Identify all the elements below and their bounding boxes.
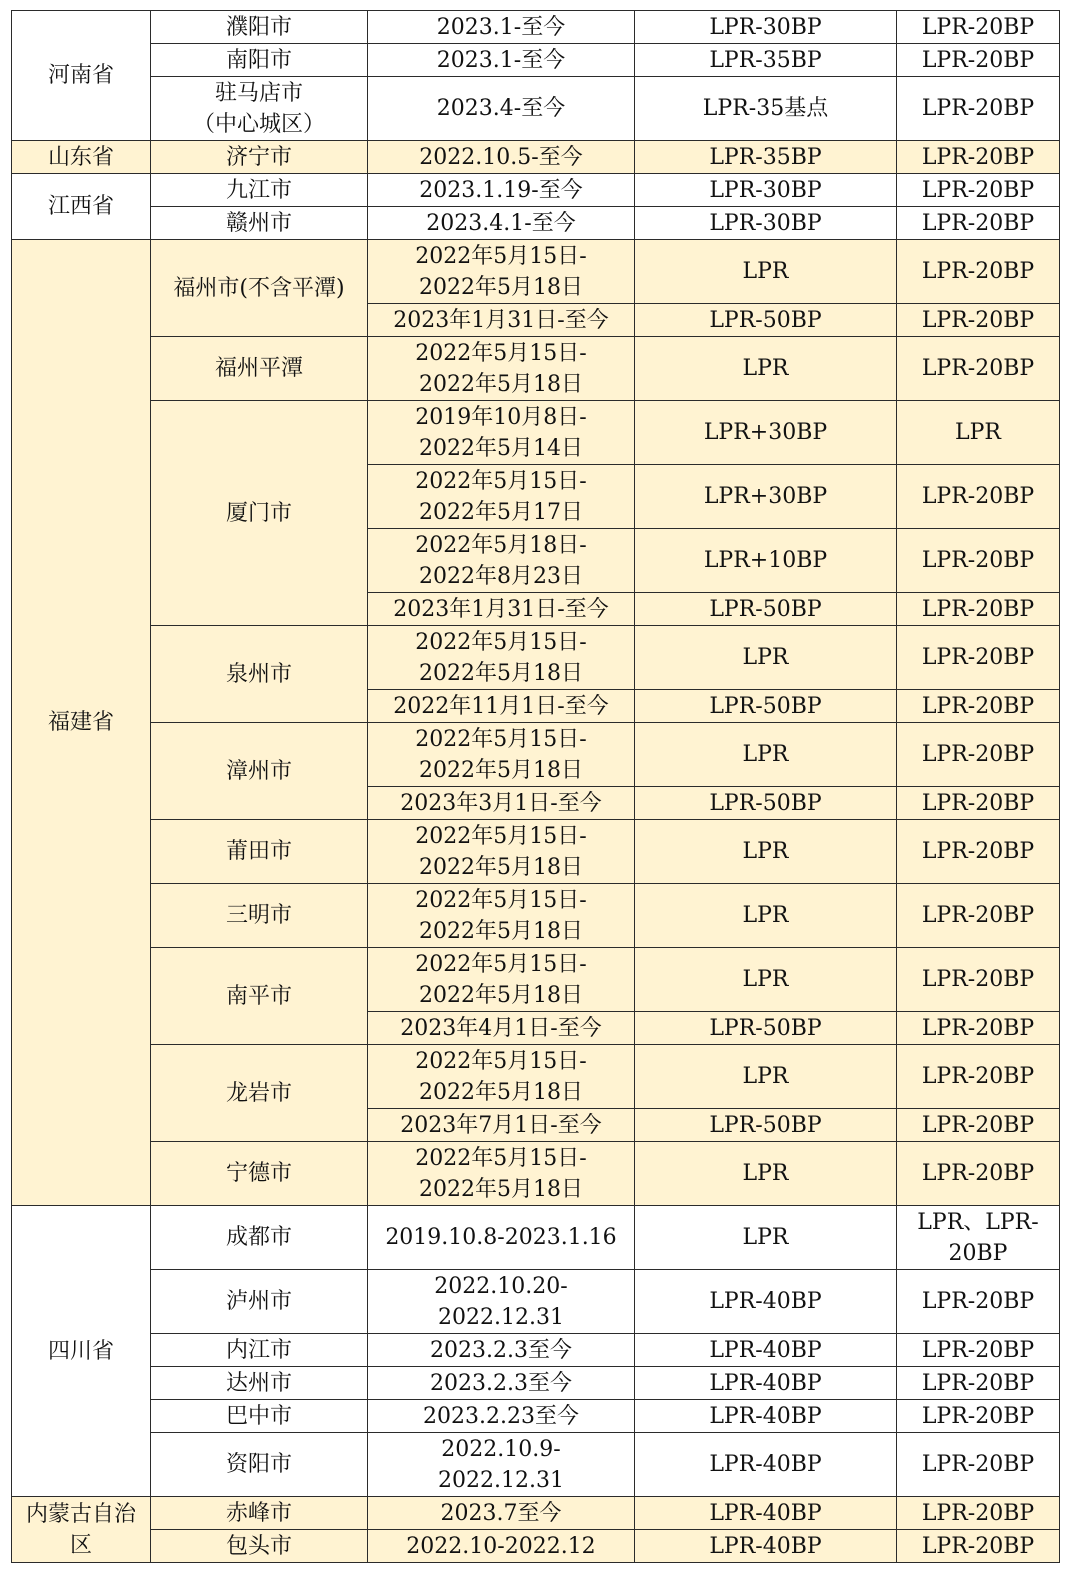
city-cell: 莆田市 bbox=[151, 820, 368, 884]
city-cell: 巴中市 bbox=[151, 1400, 368, 1433]
first-home-rate-cell: LPR bbox=[635, 626, 897, 690]
second-home-rate-cell: LPR-20BP bbox=[897, 1334, 1060, 1367]
period-cell: 2022年5月15日- 2022年5月17日 bbox=[368, 465, 635, 529]
city-cell: 成都市 bbox=[151, 1206, 368, 1270]
second-home-rate-cell: LPR-20BP bbox=[897, 690, 1060, 723]
city-cell: 内江市 bbox=[151, 1334, 368, 1367]
second-home-rate-cell: LPR-20BP bbox=[897, 44, 1060, 77]
table-row bbox=[12, 1433, 1060, 1497]
first-home-rate-cell: LPR-40BP bbox=[635, 1334, 897, 1367]
second-home-rate-cell: LPR-20BP bbox=[897, 1367, 1060, 1400]
first-home-rate-cell: LPR bbox=[635, 1206, 897, 1270]
period-cell: 2023.4-至今 bbox=[368, 77, 635, 141]
period-cell: 2023.4.1-至今 bbox=[368, 207, 635, 240]
period-cell: 2022.10.5-至今 bbox=[368, 141, 635, 174]
rate-table bbox=[11, 10, 1060, 1563]
second-home-rate-cell: LPR-20BP bbox=[897, 1530, 1060, 1563]
period-cell: 2023年1月31日-至今 bbox=[368, 304, 635, 337]
second-home-rate-cell: LPR-20BP bbox=[897, 174, 1060, 207]
city-cell: 包头市 bbox=[151, 1530, 368, 1563]
table-row bbox=[12, 1367, 1060, 1400]
period-cell: 2023年4月1日-至今 bbox=[368, 1012, 635, 1045]
second-home-rate-cell: LPR-20BP bbox=[897, 77, 1060, 141]
second-home-rate-cell: LPR-20BP bbox=[897, 723, 1060, 787]
first-home-rate-cell: LPR-30BP bbox=[635, 207, 897, 240]
period-cell: 2022年5月15日- 2022年5月18日 bbox=[368, 240, 635, 304]
first-home-rate-cell: LPR-40BP bbox=[635, 1497, 897, 1530]
first-home-rate-cell: LPR-40BP bbox=[635, 1530, 897, 1563]
city-cell: 赣州市 bbox=[151, 207, 368, 240]
city-cell: 泸州市 bbox=[151, 1270, 368, 1334]
period-cell: 2023年3月1日-至今 bbox=[368, 787, 635, 820]
city-cell: 泉州市 bbox=[151, 626, 368, 723]
first-home-rate-cell: LPR bbox=[635, 1045, 897, 1109]
first-home-rate-cell: LPR bbox=[635, 948, 897, 1012]
first-home-rate-cell: LPR bbox=[635, 884, 897, 948]
period-cell: 2022年5月15日- 2022年5月18日 bbox=[368, 723, 635, 787]
second-home-rate-cell: LPR-20BP bbox=[897, 1109, 1060, 1142]
period-cell: 2022年5月18日- 2022年8月23日 bbox=[368, 529, 635, 593]
province-cell: 四川省 bbox=[12, 1206, 151, 1497]
first-home-rate-cell: LPR-50BP bbox=[635, 1109, 897, 1142]
period-cell: 2023.1-至今 bbox=[368, 11, 635, 44]
table-row bbox=[12, 11, 1060, 44]
second-home-rate-cell: LPR-20BP bbox=[897, 1400, 1060, 1433]
second-home-rate-cell: LPR-20BP bbox=[897, 1497, 1060, 1530]
second-home-rate-cell: LPR-20BP bbox=[897, 1433, 1060, 1497]
province-cell: 河南省 bbox=[12, 11, 151, 141]
rate-table-body bbox=[12, 11, 1060, 1563]
city-cell: 漳州市 bbox=[151, 723, 368, 820]
first-home-rate-cell: LPR-50BP bbox=[635, 593, 897, 626]
period-cell: 2022.10-2022.12 bbox=[368, 1530, 635, 1563]
table-row bbox=[12, 1142, 1060, 1206]
second-home-rate-cell: LPR-20BP bbox=[897, 1270, 1060, 1334]
second-home-rate-cell: LPR-20BP bbox=[897, 304, 1060, 337]
city-cell: 南阳市 bbox=[151, 44, 368, 77]
first-home-rate-cell: LPR-50BP bbox=[635, 787, 897, 820]
first-home-rate-cell: LPR-30BP bbox=[635, 11, 897, 44]
second-home-rate-cell: LPR-20BP bbox=[897, 1012, 1060, 1045]
table-row bbox=[12, 948, 1060, 1012]
city-cell: 资阳市 bbox=[151, 1433, 368, 1497]
period-cell: 2023年7月1日-至今 bbox=[368, 1109, 635, 1142]
city-cell: 赤峰市 bbox=[151, 1497, 368, 1530]
period-cell: 2023.1-至今 bbox=[368, 44, 635, 77]
province-cell: 江西省 bbox=[12, 174, 151, 240]
second-home-rate-cell: LPR、LPR- 20BP bbox=[897, 1206, 1060, 1270]
first-home-rate-cell: LPR-30BP bbox=[635, 174, 897, 207]
period-cell: 2022年11月1日-至今 bbox=[368, 690, 635, 723]
period-cell: 2022年5月15日- 2022年5月18日 bbox=[368, 626, 635, 690]
first-home-rate-cell: LPR-50BP bbox=[635, 690, 897, 723]
table-row bbox=[12, 1270, 1060, 1334]
table-row bbox=[12, 1206, 1060, 1270]
second-home-rate-cell: LPR-20BP bbox=[897, 529, 1060, 593]
city-cell: 宁德市 bbox=[151, 1142, 368, 1206]
period-cell: 2022.10.9- 2022.12.31 bbox=[368, 1433, 635, 1497]
city-cell: 九江市 bbox=[151, 174, 368, 207]
table-row bbox=[12, 1334, 1060, 1367]
second-home-rate-cell: LPR-20BP bbox=[897, 207, 1060, 240]
province-cell: 山东省 bbox=[12, 141, 151, 174]
period-cell: 2022年5月15日- 2022年5月18日 bbox=[368, 337, 635, 401]
first-home-rate-cell: LPR-50BP bbox=[635, 304, 897, 337]
period-cell: 2022年5月15日- 2022年5月18日 bbox=[368, 1142, 635, 1206]
province-cell: 福建省 bbox=[12, 240, 151, 1206]
second-home-rate-cell: LPR-20BP bbox=[897, 1045, 1060, 1109]
table-row bbox=[12, 723, 1060, 787]
period-cell: 2022年5月15日- 2022年5月18日 bbox=[368, 820, 635, 884]
province-cell: 内蒙古自治 区 bbox=[12, 1497, 151, 1563]
first-home-rate-cell: LPR bbox=[635, 723, 897, 787]
period-cell: 2023.2.23至今 bbox=[368, 1400, 635, 1433]
table-row bbox=[12, 626, 1060, 690]
city-cell: 濮阳市 bbox=[151, 11, 368, 44]
city-cell: 龙岩市 bbox=[151, 1045, 368, 1142]
second-home-rate-cell: LPR-20BP bbox=[897, 1142, 1060, 1206]
period-cell: 2022.10.20- 2022.12.31 bbox=[368, 1270, 635, 1334]
table-row bbox=[12, 820, 1060, 884]
first-home-rate-cell: LPR-35基点 bbox=[635, 77, 897, 141]
table-row bbox=[12, 207, 1060, 240]
city-cell: 厦门市 bbox=[151, 401, 368, 626]
first-home-rate-cell: LPR+30BP bbox=[635, 465, 897, 529]
second-home-rate-cell: LPR-20BP bbox=[897, 465, 1060, 529]
first-home-rate-cell: LPR+10BP bbox=[635, 529, 897, 593]
table-row bbox=[12, 1530, 1060, 1563]
period-cell: 2023.1.19-至今 bbox=[368, 174, 635, 207]
second-home-rate-cell: LPR-20BP bbox=[897, 626, 1060, 690]
city-cell: 三明市 bbox=[151, 884, 368, 948]
period-cell: 2023.2.3至今 bbox=[368, 1367, 635, 1400]
first-home-rate-cell: LPR-40BP bbox=[635, 1367, 897, 1400]
first-home-rate-cell: LPR-40BP bbox=[635, 1270, 897, 1334]
city-cell: 达州市 bbox=[151, 1367, 368, 1400]
second-home-rate-cell: LPR-20BP bbox=[897, 948, 1060, 1012]
period-cell: 2023年1月31日-至今 bbox=[368, 593, 635, 626]
second-home-rate-cell: LPR-20BP bbox=[897, 240, 1060, 304]
table-row bbox=[12, 337, 1060, 401]
first-home-rate-cell: LPR bbox=[635, 820, 897, 884]
first-home-rate-cell: LPR-35BP bbox=[635, 141, 897, 174]
table-row bbox=[12, 240, 1060, 304]
second-home-rate-cell: LPR-20BP bbox=[897, 11, 1060, 44]
city-cell: 济宁市 bbox=[151, 141, 368, 174]
period-cell: 2023.7至今 bbox=[368, 1497, 635, 1530]
period-cell: 2019.10.8-2023.1.16 bbox=[368, 1206, 635, 1270]
table-row bbox=[12, 1497, 1060, 1530]
first-home-rate-cell: LPR+30BP bbox=[635, 401, 897, 465]
period-cell: 2022年5月15日- 2022年5月18日 bbox=[368, 948, 635, 1012]
table-row bbox=[12, 44, 1060, 77]
period-cell: 2023.2.3至今 bbox=[368, 1334, 635, 1367]
first-home-rate-cell: LPR bbox=[635, 337, 897, 401]
second-home-rate-cell: LPR bbox=[897, 401, 1060, 465]
first-home-rate-cell: LPR-40BP bbox=[635, 1433, 897, 1497]
city-cell: 驻马店市 （中心城区） bbox=[151, 77, 368, 141]
table-row bbox=[12, 1400, 1060, 1433]
table-row bbox=[12, 141, 1060, 174]
first-home-rate-cell: LPR bbox=[635, 1142, 897, 1206]
second-home-rate-cell: LPR-20BP bbox=[897, 787, 1060, 820]
second-home-rate-cell: LPR-20BP bbox=[897, 884, 1060, 948]
second-home-rate-cell: LPR-20BP bbox=[897, 820, 1060, 884]
first-home-rate-cell: LPR-50BP bbox=[635, 1012, 897, 1045]
table-row bbox=[12, 1045, 1060, 1109]
table-row bbox=[12, 77, 1060, 141]
city-cell: 福州市(不含平潭) bbox=[151, 240, 368, 337]
city-cell: 南平市 bbox=[151, 948, 368, 1045]
second-home-rate-cell: LPR-20BP bbox=[897, 593, 1060, 626]
second-home-rate-cell: LPR-20BP bbox=[897, 141, 1060, 174]
first-home-rate-cell: LPR-40BP bbox=[635, 1400, 897, 1433]
city-cell: 福州平潭 bbox=[151, 337, 368, 401]
table-row bbox=[12, 174, 1060, 207]
table-row bbox=[12, 884, 1060, 948]
period-cell: 2022年5月15日- 2022年5月18日 bbox=[368, 1045, 635, 1109]
period-cell: 2022年5月15日- 2022年5月18日 bbox=[368, 884, 635, 948]
second-home-rate-cell: LPR-20BP bbox=[897, 337, 1060, 401]
first-home-rate-cell: LPR-35BP bbox=[635, 44, 897, 77]
table-row bbox=[12, 401, 1060, 465]
period-cell: 2019年10月8日- 2022年5月14日 bbox=[368, 401, 635, 465]
first-home-rate-cell: LPR bbox=[635, 240, 897, 304]
